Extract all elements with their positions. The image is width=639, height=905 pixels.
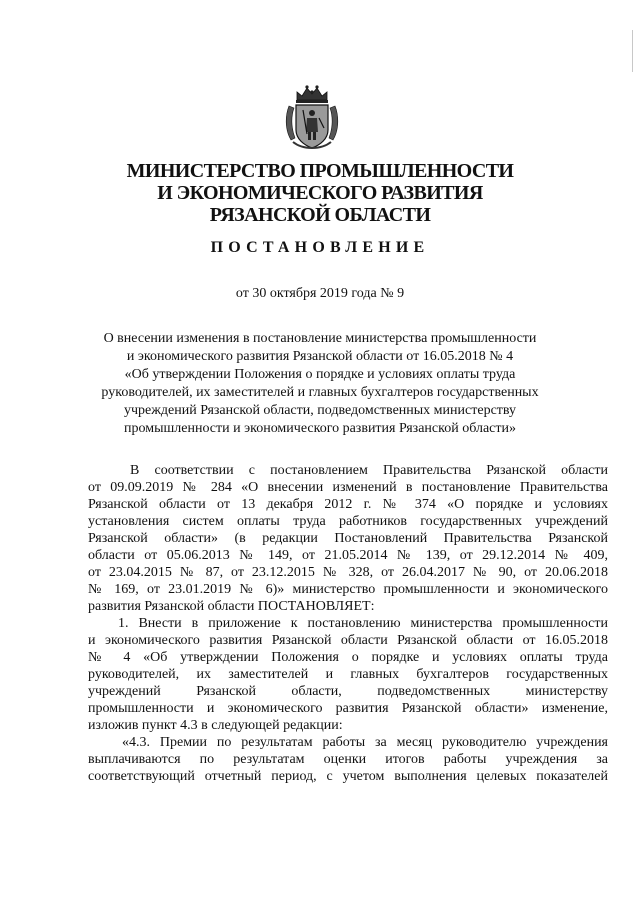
subject-line: и экономического развития Рязанской области от 16.05.2018 № 4 [126, 349, 514, 364]
subject-line: промышленности и экономического развития Рязанской области» [123, 421, 517, 436]
body-line: № 169, от 23.01.2019 № 6)» министерство промышленности и экономического [88, 582, 608, 597]
body-line: установления систем оплаты труда работников государственных учреждений [88, 514, 608, 529]
body-line: 1. Внести в приложение к постановлению министерства промышленности [118, 616, 608, 631]
document-date-number: от 30 октября 2019 года № 9 [235, 286, 405, 301]
ryazan-coat-of-arms-icon [283, 82, 341, 152]
ministry-name-line-2: И ЭКОНОМИЧЕСКОГО РАЗВИТИЯ [157, 182, 483, 204]
subject-line: руководителей, их заместителей и главных бухгалтеров государственных [101, 385, 539, 400]
subject-line: «Об утверждении Положения о порядке и условиях оплаты труда [124, 367, 516, 382]
body-line: промышленности и экономического развития Рязанской области» изменение, [88, 701, 608, 716]
body-line: Рязанской области» (в редакции Постановлений Правительства Рязанской [88, 531, 608, 546]
scan-margin-mark [632, 30, 633, 72]
body-line: руководителей, их заместителей и главных бухгалтеров государственных [88, 667, 608, 682]
ministry-name-line-1: МИНИСТЕРСТВО ПРОМЫШЛЕННОСТИ [126, 160, 514, 182]
body-line: В соответствии с постановлением Правительства Рязанской области [130, 463, 608, 478]
body-line: изложив пункт 4.3 в следующей редакции: [88, 718, 343, 733]
body-line: Рязанской области от 13 декабря 2012 г. № 374 «О порядке и условиях [88, 497, 608, 512]
body-line: № 4 «Об утверждении Положения о порядке и условиях оплаты труда [88, 650, 608, 665]
body-line: и экономического развития Рязанской области Рязанской области от 16.05.2018 [88, 633, 608, 648]
body-line: от 23.04.2015 № 87, от 23.12.2015 № 328, от 26.04.2017 № 90, от 20.06.2018 [88, 565, 608, 580]
body-line: выплачиваются по результатам оценки итогов работы учреждения за [88, 752, 608, 767]
body-line: области от 05.06.2013 № 149, от 21.05.2014 № 139, от 29.12.2014 № 409, [88, 548, 608, 563]
subject-line: О внесении изменения в постановление министерства промышленности [103, 331, 537, 346]
body-line: учреждений Рязанской области, подведомственных министерству [88, 684, 608, 699]
subject-line: учреждений Рязанской области, подведомственных министерству [123, 403, 517, 418]
ministry-name-line-3: РЯЗАНСКОЙ ОБЛАСТИ [209, 204, 431, 226]
body-line: «4.3. Премии по результатам работы за месяц руководителю учреждения [122, 735, 608, 750]
body-line: развития Рязанской области ПОСТАНОВЛЯЕТ: [88, 599, 375, 614]
document-type-title: ПОСТАНОВЛЕНИЕ [210, 239, 430, 256]
body-line: от 09.09.2019 № 284 «О внесении изменений в постановление Правительства [88, 480, 608, 495]
body-line: соответствующий отчетный период, с учетом выполнения целевых показателей [88, 769, 608, 784]
